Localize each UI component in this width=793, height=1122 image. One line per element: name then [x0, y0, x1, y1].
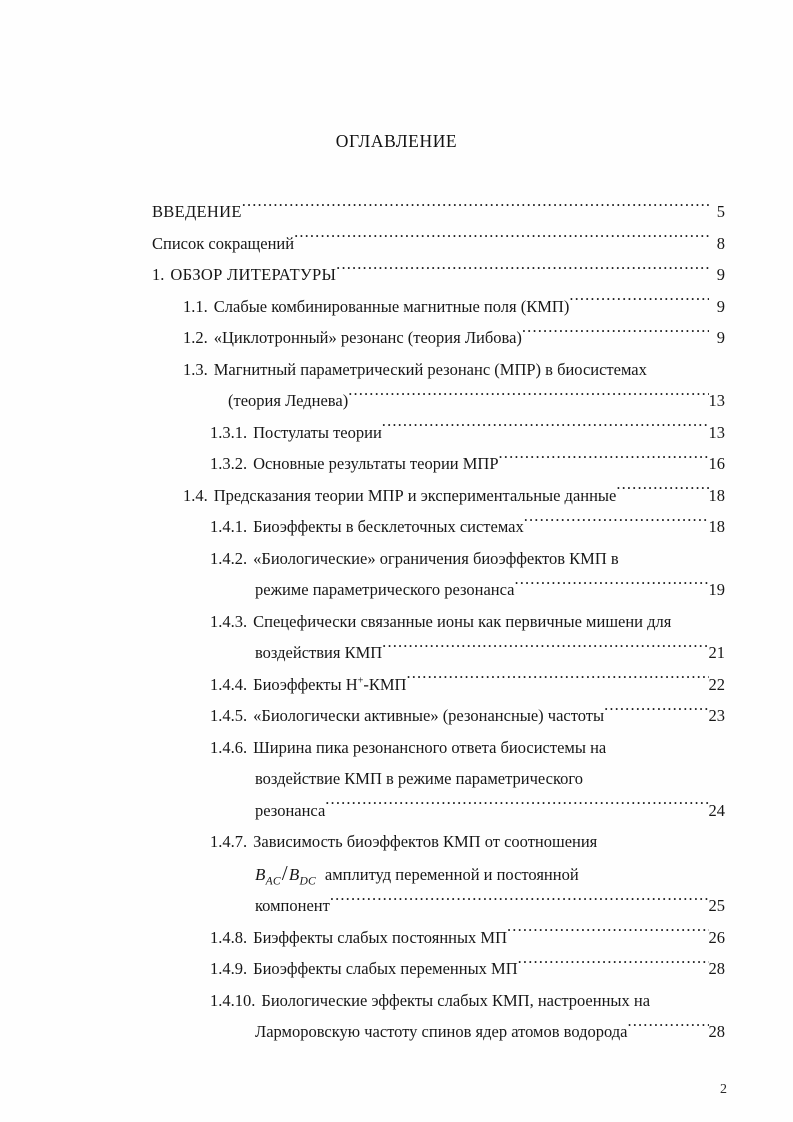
toc-page-number: 9 — [716, 296, 725, 316]
toc-entry-number: 1.2. — [183, 328, 208, 347]
toc-entry[interactable] — [152, 354, 725, 417]
toc-entry-label: ВВЕДЕНИЕ — [152, 202, 242, 221]
toc-line — [152, 196, 725, 228]
toc-entry-number: 1.1. — [183, 296, 208, 316]
toc-leader-dots — [382, 642, 708, 659]
toc-entry-label: воздействие КМП в режиме параметрического — [255, 769, 584, 788]
toc-leader-dots — [522, 327, 709, 344]
toc-leader-dots — [406, 673, 708, 690]
toc-line — [152, 890, 725, 922]
toc-leader-dots — [294, 232, 709, 249]
toc-entry-label: Ширина пика резонансного ответа биосистемы на — [253, 737, 607, 757]
toc-line — [152, 795, 725, 827]
toc-line — [152, 385, 725, 417]
toc-page-number: 19 — [708, 580, 725, 599]
toc-entry-label: амплитуд переменной и постоянной — [324, 864, 579, 884]
toc-leader-dots — [647, 358, 709, 375]
toc-entry-label: резонанса — [255, 800, 326, 820]
toc-line — [152, 1016, 725, 1048]
toc-entry[interactable] — [152, 291, 725, 323]
toc-page-number: 16 — [708, 454, 725, 473]
toc-entry[interactable] — [152, 196, 725, 228]
toc-leader-dots — [382, 421, 709, 438]
toc-leader-dots — [597, 831, 709, 848]
toc-entry-number: 1.3.1. — [210, 422, 248, 442]
page-title: ОГЛАВЛЕНИЕ — [335, 131, 458, 151]
toc-line — [152, 732, 725, 764]
toc-line — [152, 953, 725, 985]
toc-line — [152, 259, 725, 291]
toc-leader-dots — [583, 768, 709, 785]
toc-entry-label: компонент — [255, 896, 330, 915]
toc-entry-label: (теория Леднева) — [228, 391, 349, 410]
toc-page-number: 25 — [708, 896, 725, 915]
toc-entry-label: Постулаты теории — [253, 422, 382, 442]
toc-entry-label: Список сокращений — [152, 233, 295, 253]
toc-entry-number: 1.3. — [183, 359, 208, 379]
toc-entry-label: воздействия КМП — [255, 643, 383, 662]
toc-page-number: 9 — [716, 328, 725, 347]
toc-entry-number: 1.4.1. — [210, 517, 248, 536]
toc-page-number: 22 — [708, 674, 725, 694]
toc-leader-dots — [518, 958, 709, 975]
toc-leader-dots — [606, 736, 709, 753]
toc-line — [152, 637, 725, 669]
toc-leader-dots — [330, 895, 709, 912]
toc-page-number: 26 — [708, 927, 725, 947]
toc-entry-label: «Циклотронный» резонанс (теория Либова) — [213, 328, 522, 347]
toc-line — [152, 669, 725, 701]
toc-line — [152, 322, 725, 354]
toc-entry-label: «Биологические» ограничения биоэффектов КМП в — [253, 548, 619, 568]
toc-line — [152, 763, 725, 795]
toc-entry-label: ОБЗОР ЛИТЕРАТУРЫ — [170, 265, 337, 284]
toc-entry[interactable] — [152, 228, 725, 260]
page-number: 2 — [720, 1082, 727, 1097]
toc-entry-label: «Биологически активные» (резонансные) частоты — [253, 706, 605, 725]
toc-entry-label: Основные результаты теории МПР — [253, 454, 499, 473]
toc-leader-dots — [569, 295, 709, 312]
toc-entry-label: Предсказания теории МПР и экспериментальные данные — [213, 485, 617, 505]
toc-entry[interactable] — [152, 417, 725, 449]
toc-entry-label: Слабые комбинированные магнитные поля (КМП) — [213, 296, 570, 316]
toc-line — [152, 228, 725, 260]
toc-entry-number: 1.4.10. — [210, 990, 256, 1010]
table-of-contents — [152, 196, 725, 1048]
toc-leader-dots — [627, 1021, 708, 1038]
toc-page-number: 9 — [716, 265, 725, 284]
toc-line — [152, 700, 725, 732]
toc-line — [152, 543, 725, 575]
toc-page-number: 18 — [708, 517, 725, 536]
toc-leader-dots — [619, 547, 709, 564]
toc-entry[interactable] — [152, 922, 725, 954]
toc-leader-dots — [604, 705, 708, 722]
toc-leader-dots — [507, 926, 708, 943]
toc-entry-label: Ларморовскую частоту спинов ядер атомов водорода — [255, 1022, 628, 1041]
toc-leader-dots — [325, 799, 708, 816]
toc-leader-dots — [336, 264, 709, 281]
toc-entry[interactable] — [152, 511, 725, 543]
toc-entry-number: 1.4.2. — [210, 548, 248, 568]
toc-entry-number: 1.4.7. — [210, 832, 248, 851]
toc-page-number: 28 — [708, 1022, 725, 1041]
toc-line — [152, 511, 725, 543]
toc-line — [152, 826, 725, 858]
toc-entry[interactable] — [152, 480, 725, 512]
toc-line — [152, 985, 725, 1017]
toc-entry-number: 1.3.2. — [210, 454, 248, 473]
toc-entry[interactable] — [152, 543, 725, 606]
toc-line — [152, 922, 725, 954]
toc-line — [152, 574, 725, 606]
toc-page-number: 28 — [708, 959, 725, 978]
toc-entry-label: Биоэффекты слабых переменных МП — [253, 959, 518, 978]
toc-entry[interactable] — [152, 448, 725, 480]
toc-leader-dots — [524, 516, 709, 533]
toc-entry-label: Биэффекты слабых постоянных МП — [253, 927, 508, 947]
toc-entry-number: 1.4. — [183, 485, 208, 505]
toc-leader-dots — [348, 390, 708, 407]
toc-entry-number: 1.4.5. — [210, 706, 248, 725]
toc-entry[interactable] — [152, 606, 725, 669]
toc-entry-label: режиме параметрического резонанса — [255, 580, 515, 599]
toc-entry[interactable] — [152, 322, 725, 354]
toc-line — [152, 858, 725, 891]
toc-line — [152, 417, 725, 449]
toc-entry-label: Биологические эффекты слабых КМП, настроенных на — [261, 990, 651, 1010]
toc-page-number: 13 — [708, 391, 725, 410]
toc-entry-number: 1.4.3. — [210, 611, 248, 631]
toc-entry-label: Спецефически связанные ионы как первичные мишени для — [253, 611, 672, 631]
toc-line — [152, 448, 725, 480]
toc-entry-label: Зависимость биоэффектов КМП от соотношения — [253, 832, 598, 851]
toc-line — [152, 606, 725, 638]
toc-line — [152, 354, 725, 386]
toc-entry-label: Биоэффекты в бесклеточных системах — [253, 517, 524, 536]
toc-leader-dots — [499, 453, 709, 470]
toc-entry[interactable] — [152, 259, 725, 291]
toc-page-number: 23 — [708, 706, 725, 725]
toc-page-number: 13 — [708, 422, 725, 442]
toc-entry[interactable] — [152, 669, 725, 701]
toc-entry-number: 1.4.6. — [210, 737, 248, 757]
toc-entry[interactable] — [152, 826, 725, 922]
toc-entry[interactable] — [152, 700, 725, 732]
toc-page-number: 21 — [708, 643, 725, 662]
toc-leader-dots — [579, 863, 709, 880]
toc-entry-number: 1.4.9. — [210, 959, 248, 978]
toc-entry[interactable] — [152, 732, 725, 827]
toc-leader-dots — [514, 579, 708, 596]
toc-page-number: 8 — [716, 233, 725, 253]
toc-entry-number: 1. — [152, 265, 165, 284]
toc-leader-dots — [650, 989, 709, 1006]
toc-page-number: 5 — [716, 202, 725, 221]
inline-formula: $B_{AC}/B_{DC}$ — [255, 860, 316, 887]
toc-line — [152, 480, 725, 512]
toc-page-number: 24 — [708, 800, 725, 820]
toc-page-number: 18 — [708, 485, 725, 505]
toc-entry-number: 1.4.4. — [210, 674, 248, 694]
toc-entry[interactable] — [152, 985, 725, 1048]
toc-entry-label: Биоэффекты Н+-КМП — [253, 674, 407, 694]
toc-leader-dots — [616, 484, 708, 501]
toc-entry-number: 1.4.8. — [210, 927, 248, 947]
toc-line — [152, 291, 725, 323]
toc-leader-dots — [671, 610, 709, 627]
toc-entry-label: Магнитный параметрический резонанс (МПР) в биосистемах — [213, 359, 647, 379]
toc-leader-dots — [242, 201, 709, 218]
toc-entry[interactable] — [152, 953, 725, 985]
